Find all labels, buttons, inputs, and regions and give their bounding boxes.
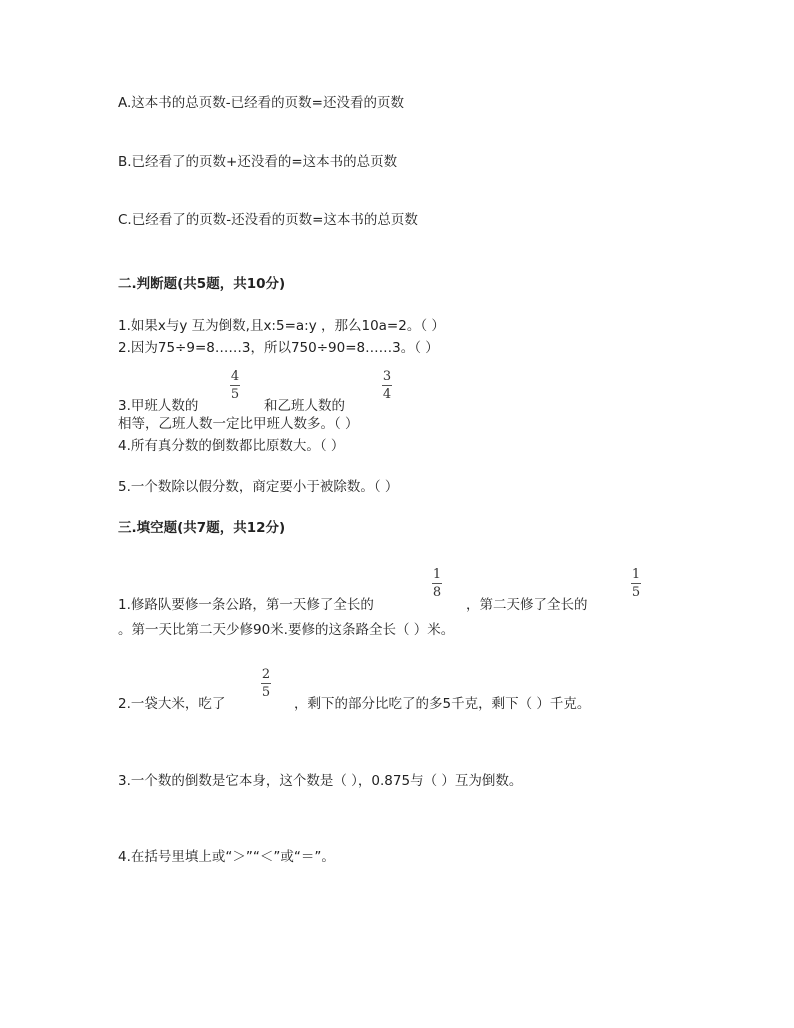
- fraction-4-5: [230, 370, 240, 402]
- fraction-numerator: 1: [432, 567, 442, 582]
- section-3-heading: 三.填空题(共7题，共12分): [118, 520, 286, 536]
- fraction-3-4: [382, 370, 392, 402]
- fill-question-4: 4.在括号里填上或“＞”“＜”或“＝”。: [118, 849, 335, 865]
- fraction-bar: [432, 583, 442, 584]
- fill-question-1-part2: ，第二天修了全长的: [466, 597, 588, 613]
- fill-question-2-part2: ，剩下的部分比吃了的多5千克，剩下（ ）千克。: [294, 696, 591, 712]
- fill-question-2-part1: 2.一袋大米，吃了: [118, 696, 226, 712]
- judge-question-3-part2: 和乙班人数的: [264, 398, 345, 414]
- judge-question-1: 1.如果x与y 互为倒数,且x:5=a:y ，那么10a=2。（ ）: [118, 318, 445, 334]
- fraction-numerator: 2: [261, 667, 271, 682]
- choice-a: A.这本书的总页数-已经看的页数=还没看的页数: [118, 95, 404, 111]
- fraction-bar: [261, 683, 271, 684]
- fraction-numerator: 4: [230, 369, 240, 384]
- fill-question-3: 3.一个数的倒数是它本身，这个数是（ ），0.875与（ ）互为倒数。: [118, 773, 523, 789]
- judge-question-2: 2.因为75÷9=8……3，所以750÷90=8……3。（ ）: [118, 340, 439, 356]
- fraction-bar: [631, 583, 641, 584]
- choice-c: C.已经看了的页数-还没看的页数=这本书的总页数: [118, 212, 418, 228]
- judge-question-3-part1: 3.甲班人数的: [118, 398, 199, 414]
- fraction-denominator: 5: [261, 685, 271, 700]
- fraction-1-5: [631, 568, 641, 600]
- fraction-denominator: 5: [631, 585, 641, 600]
- fill-question-1-line2: 。第一天比第二天少修90米.要修的这条路全长（ ）米。: [118, 622, 455, 638]
- fraction-2-5: [261, 668, 271, 700]
- fraction-numerator: 1: [631, 567, 641, 582]
- fill-question-1-part1: 1.修路队要修一条公路，第一天修了全长的: [118, 597, 374, 613]
- judge-question-4: 4.所有真分数的倒数都比原数大。（ ）: [118, 438, 345, 454]
- fraction-denominator: 8: [432, 585, 442, 600]
- fraction-numerator: 3: [382, 369, 392, 384]
- fraction-1-8: [432, 568, 442, 600]
- choice-b: B.已经看了的页数+还没看的=这本书的总页数: [118, 154, 398, 170]
- judge-question-5: 5.一个数除以假分数，商定要小于被除数。（ ）: [118, 479, 399, 495]
- fraction-bar: [230, 385, 240, 386]
- fraction-denominator: 4: [382, 387, 392, 402]
- section-2-heading: 二.判断题(共5题，共10分): [118, 276, 286, 292]
- fraction-denominator: 5: [230, 387, 240, 402]
- fraction-bar: [382, 385, 392, 386]
- judge-question-3-line2: 相等，乙班人数一定比甲班人数多。（ ）: [118, 416, 359, 432]
